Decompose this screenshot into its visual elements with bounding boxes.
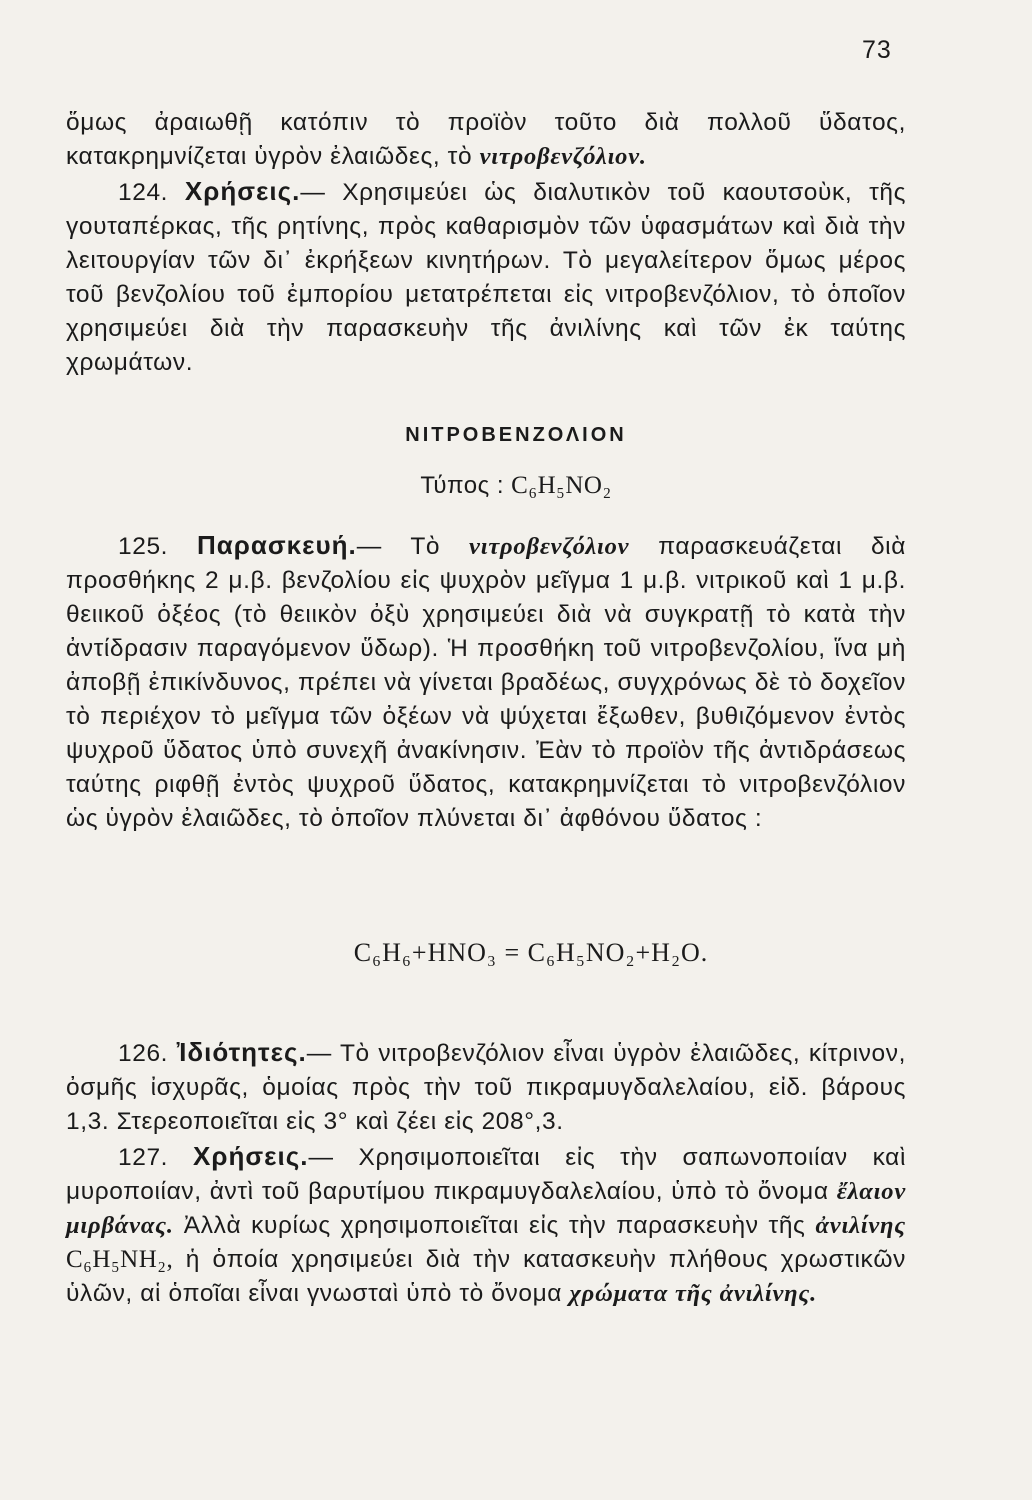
continuation-text: ὅμως ἀραιωθῇ κατόπιν τὸ προϊὸν τοῦτο διὰ πολλοῦ ὕδατος, κατακρημνίζεται ὑγρὸν ἐλαιῶδες, τὸ [66, 109, 906, 170]
paragraph-heading: Χρήσεις. [193, 1141, 309, 1171]
paragraph-continuation [66, 106, 906, 174]
paragraph-text: παρασκευάζεται διὰ προσθήκης 2 μ.β. βενζολίου εἰς ψυχρὸν μεῖγμα 1 μ.β. νιτρικοῦ καὶ 1 μ.β. θειικοῦ ὀξέος (τὸ θειικὸν ὀξὺ χρησιμεύει διὰ νὰ συγκρατῇ τὸ κατὰ τὴν ἀντίδρασιν παραγόμενον ὕδωρ). Ἡ προσθήκη τοῦ νιτροβενζολίου, ἵνα μὴ ἀποβῇ ἐπικίνδυνος, πρέπει νὰ γίνεται βραδέως, συγχρόνως δὲ τὸ δοχεῖον τὸ περιέχον τὸ μεῖγμα τῶν ὀξέων νὰ ψύχεται ἔξωθεν, βυθιζόμενον ἐντὸς ψυχροῦ ὕδατος ὑπὸ συνεχῆ ἀνακίνησιν. Ἐὰν τὸ προϊὸν τῆς ἀντιδράσεως ταύτης ριφθῇ ἐντὸς ψυχροῦ ὕδατος, κατακρημνίζεται τὸ νιτροβενζόλιον ὡς ὑγρὸν ἐλαιῶδες, τὸ ὁποῖον πλύνεται δι᾿ ἀφθόνου ὕδατος : [66, 533, 906, 832]
paragraph-heading: Χρήσεις. [184, 176, 301, 206]
paragraph-text: — Χρησιμοποιεῖται εἰς τὴν σαπωνοποιίαν καὶ μυροποιίαν, ἀντὶ τοῦ βαρυτίμου πικραμυγδαλελαίου, ὑπὸ τὸ ὄνομα [66, 1144, 906, 1205]
paragraph-124 [66, 174, 906, 380]
term-nitrobenzene: νιτροβενζόλιον. [479, 143, 647, 170]
text-block-middle [66, 528, 906, 836]
paragraph-125 [66, 528, 906, 836]
term-mirbane-oil: ἔλαιον μιρβάνας. [66, 1178, 906, 1239]
page-number: 73 [862, 36, 892, 64]
term-nitrobenzene: νιτροβενζόλιον [469, 533, 630, 560]
paragraph-127 [66, 1139, 906, 1311]
paragraph-heading: Παρασκευή. [197, 530, 357, 560]
formula: C₆H₅NO₂ [511, 472, 612, 499]
term-aniline: ἀνιλίνης [815, 1212, 906, 1239]
chemical-equation [0, 938, 1032, 968]
paragraph-number: 127. [118, 1144, 194, 1171]
text-block-bottom [66, 1035, 906, 1311]
paragraph-heading: Ἰδιότητες. [176, 1037, 307, 1067]
equation-text: C₆H₆+HNO₃ = C₆H₅NO₂+H₂O. [353, 938, 709, 967]
paragraph-number: 125. [118, 533, 198, 560]
formula-line [0, 472, 1032, 500]
paragraph-text: ἡ ὁποία χρησιμεύει διὰ τὴν κατασκευὴν πλήθους χρωστικῶν ὑλῶν, αἱ ὁποῖαι εἶναι γνωσταὶ ὑπὸ τὸ ὄνομα [66, 1246, 906, 1307]
paragraph-text: — Τὸ [356, 533, 470, 560]
paragraph-text: — Χρησιμεύει ὡς διαλυτικὸν τοῦ καουτσοὺκ, τῆς γουταπέρκας, τῆς ρητίνης, πρὸς καθαρισμὸν τῶν ὑφασμάτων καὶ διὰ τὴν λειτουργίαν τῶν δι᾿ ἐκρήξεων κινητήρων. Τὸ μεγαλείτερον ὅμως μέρος τοῦ βενζολίου τοῦ ἐμπορίου μετατρέπεται εἰς νιτροβενζόλιον, τὸ ὁποῖον χρησιμεύει διὰ τὴν παρασκευὴν τῆς ἀνιλίνης καὶ τῶν ἐκ ταύτης χρωμάτων. [66, 179, 906, 376]
paragraph-number: 124. [118, 179, 185, 206]
paragraph-126 [66, 1035, 906, 1139]
paragraph-text: — Τὸ νιτροβενζόλιον εἶναι ὑγρὸν ἐλαιῶδες, κίτρινον, ὀσμῆς ἰσχυρᾶς, ὁμοίας πρὸς τὴν τοῦ πικραμυγδαλελαίου, εἰδ. βάρους 1,3. Στερεοποιεῖται εἰς 3° καὶ ζέει εἰς 208°,3. [66, 1040, 906, 1135]
formula-aniline: C₆H₅NH₂, [66, 1246, 174, 1273]
term-aniline-colors: χρώματα τῆς ἀνιλίνης. [569, 1280, 818, 1307]
section-title: ΝΙΤΡΟΒΕΝΖΟΛΙΟΝ [405, 424, 627, 446]
paragraph-number: 126. [118, 1040, 177, 1067]
paragraph-text: Ἀλλὰ κυρίως χρησιμοποιεῖται εἰς τὴν παρασκευὴν τῆς [173, 1212, 816, 1239]
text-block-top [66, 106, 906, 380]
formula-label: Τύπος : [420, 472, 512, 499]
